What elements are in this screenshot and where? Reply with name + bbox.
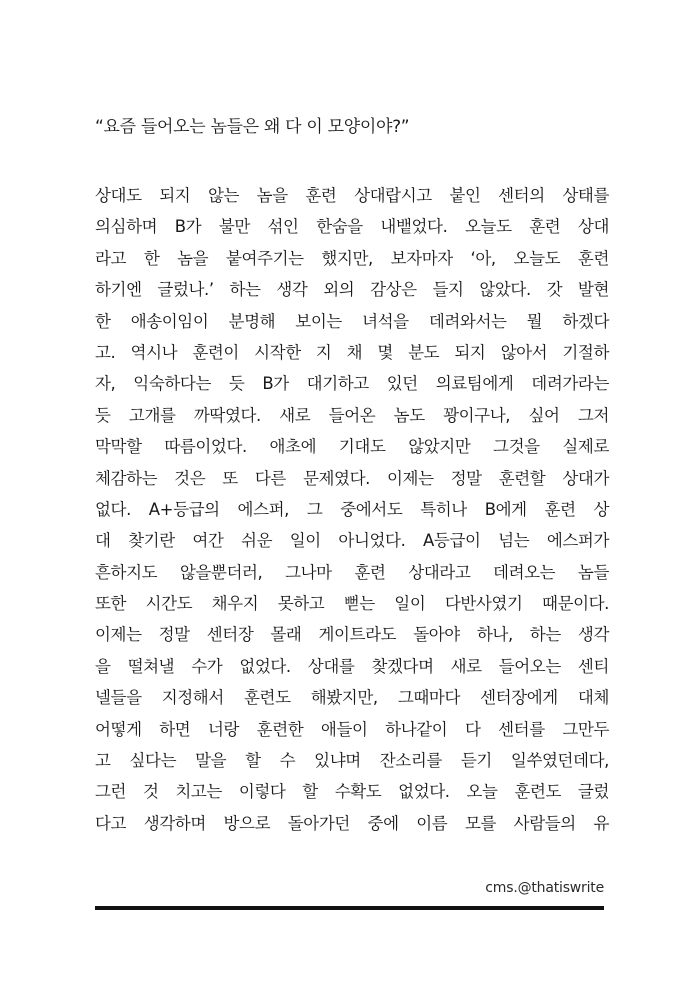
text-line: 하기엔 글렀나.’ 하는 생각 외의 감상은 들지 않았다. 갓 발현 (95, 280, 609, 300)
text-line: 이제는 정말 센터장 몰래 게이트라도 돌아야 하나, 하는 생각 (95, 625, 609, 645)
text-line: 막막할 따름이었다. 애초에 기대도 않았지만 그것을 실제로 (95, 437, 609, 457)
text-line: 한 애송이임이 분명해 보이는 녀석을 데려와서는 뭘 하겠다 (95, 311, 609, 331)
author-credit: cms.@thatiswrite (485, 880, 604, 896)
text-line: 또한 시간도 채우지 못하고 뻗는 일이 다반사였기 때문이다. (95, 594, 609, 614)
text-line: 대 찾기란 여간 쉬운 일이 아니었다. A등급이 넘는 에스퍼가 (95, 531, 609, 551)
text-line: 의심하며 B가 불만 섞인 한숨을 내뱉었다. 오늘도 훈련 상대 (95, 217, 609, 237)
bottom-divider (95, 906, 604, 910)
text-line: 넬들을 지정해서 훈련도 해봤지만, 그때마다 센터장에게 대체 (95, 688, 609, 708)
text-line: 체감하는 것은 또 다른 문제였다. 이제는 정말 훈련할 상대가 (95, 468, 609, 488)
text-line: 어떻게 하면 너랑 훈련한 애들이 하나같이 다 센터를 그만두 (95, 719, 609, 739)
text-line: 듯 고개를 까딱였다. 새로 들어온 놈도 꽝이구나, 싶어 그저 (95, 405, 609, 425)
text-line: 을 떨쳐낼 수가 없었다. 상대를 찾겠다며 새로 들어오는 센티 (95, 656, 609, 676)
text-line: 자, 익숙하다는 듯 B가 대기하고 있던 의료팀에게 데려가라는 (95, 374, 609, 394)
text-line: 없다. A+등급의 에스퍼, 그 중에서도 특히나 B에게 훈련 상 (95, 499, 609, 519)
text-line: 고. 역시나 훈련이 시작한 지 채 몇 분도 되지 않아서 기절하 (95, 342, 609, 362)
text-line: 다고 생각하며 방으로 돌아가던 중에 이름 모를 사람들의 유 (95, 813, 609, 833)
text-line: 상대도 되지 않는 놈을 훈련 상대랍시고 붙인 센터의 상태를 (95, 186, 609, 205)
opening-quote: “요즘 들어오는 놈들은 왜 다 이 모양이야?” (95, 117, 410, 137)
text-line: 고 싶다는 말을 할 수 있냐며 잔소리를 듣기 일쑤였던데다, (95, 751, 609, 771)
text-line: 그런 것 치고는 이렇다 할 수확도 없었다. 오늘 훈련도 글렀 (95, 782, 609, 802)
text-line: 흔하지도 않을뿐더러, 그나마 훈련 상대라고 데려오는 놈들 (95, 562, 609, 582)
text-line: 라고 한 놈을 붙여주기는 했지만, 보자마자 ‘아, 오늘도 훈련 (95, 248, 609, 268)
body-paragraph (95, 180, 609, 839)
